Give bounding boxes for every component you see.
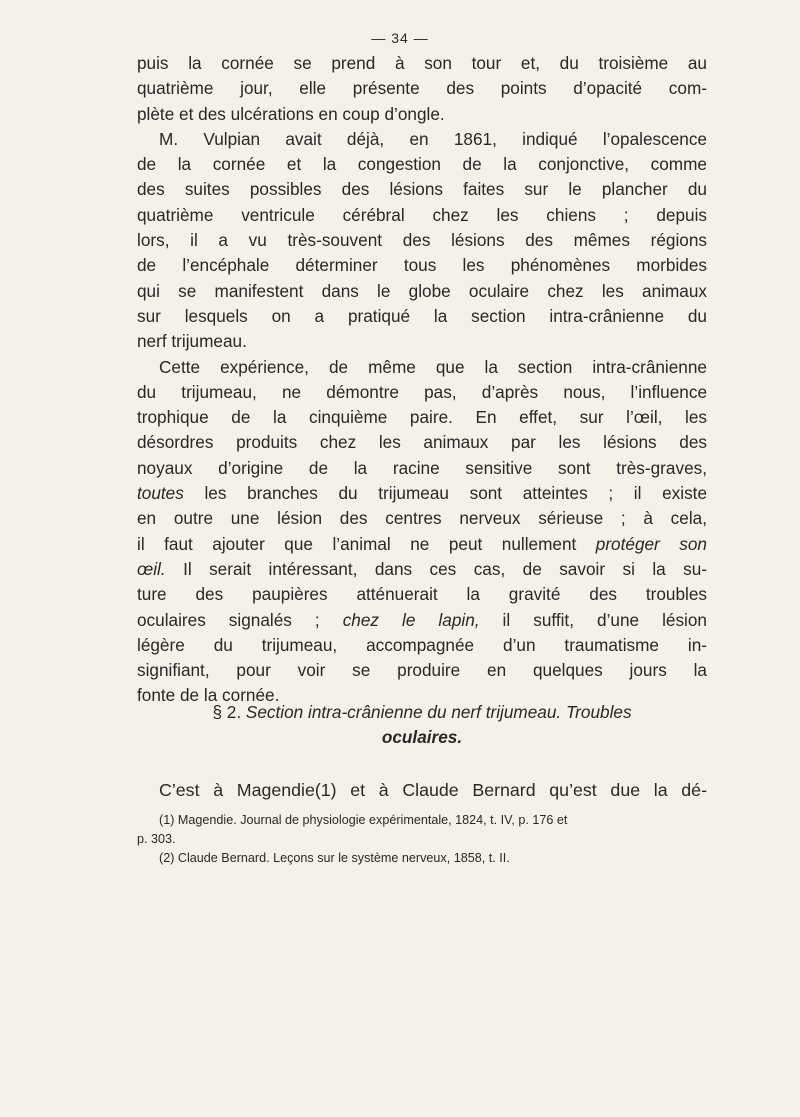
text-line: Cette expérience, de même que la section intra-crânienne [159, 356, 707, 377]
text-line: sur lesquels on a pratiqué la section intra-crânienne du [137, 305, 707, 326]
text-span: les branches du trijumeau sont atteintes ; il existe [183, 483, 707, 504]
section-number: § 2. [212, 702, 242, 722]
text-line: en outre une lésion des centres nerveux sérieuse ; à cela, [137, 508, 707, 529]
text-line: nerf trijumeau. [137, 331, 247, 352]
italic-text: protéger son [595, 533, 707, 554]
text-span: oculaires signalés ; [137, 609, 343, 630]
footnote-continuation: p. 303. [137, 832, 176, 846]
text-line: fonte de la cornée. [137, 685, 280, 706]
text-line: quatrième jour, elle présente des points d’opacité com- [137, 78, 707, 99]
paragraph-start [137, 778, 707, 803]
text-line: quatrième ventricule cérébral chez les chiens ; depuis [137, 204, 707, 225]
text-line: du trijumeau, ne démontre pas, d’après nous, l’influence [137, 381, 707, 402]
text-span: Il serait intéressant, dans ces cas, de savoir si la su- [165, 558, 707, 579]
text-line: légère du trijumeau, accompagnée d’un traumatisme in- [137, 634, 707, 655]
heading-line [137, 700, 707, 725]
footnotes [137, 811, 707, 868]
text-line: noyaux d’origine de la racine sensitive sont très-graves, [137, 457, 707, 478]
text-line: C’est à Magendie(1) et à Claude Bernard qu’est due la dé- [159, 780, 707, 800]
text-line [137, 608, 707, 633]
text-line: trophique de la cinquième paire. En effet, sur l’œil, les [137, 407, 707, 428]
text-line [137, 532, 707, 557]
section-heading [137, 700, 707, 751]
text-line: des suites possibles des lésions faites sur le plancher du [137, 179, 707, 200]
footnote: (1) Magendie. Journal de physiologie expérimentale, 1824, t. IV, p. 176 et [159, 813, 568, 827]
text-line: lors, il a vu très-souvent des lésions des mêmes régions [137, 230, 707, 251]
footnote: (2) Claude Bernard. Leçons sur le système nerveux, 1858, t. II. [159, 851, 510, 865]
page-number: — 34 — [371, 30, 429, 46]
text-line: désordres produits chez les animaux par les lésions des [137, 432, 707, 453]
text-span: il faut ajouter que l’animal ne peut nullement [137, 533, 596, 554]
text-line: de la cornée et la congestion de la conjonctive, comme [137, 154, 707, 175]
text-line: plète et des ulcérations en coup d’ongle. [137, 103, 445, 124]
italic-text: œil. [137, 558, 166, 579]
text-line: puis la cornée se prend à son tour et, du troisième au [137, 53, 707, 73]
text-line: ture des paupières atténuerait la gravité des troubles [137, 584, 707, 605]
heading-text: Section intra-crânienne du nerf trijumeau. Troubles [241, 702, 632, 722]
heading-line: oculaires. [381, 727, 463, 748]
text-span: il suffit, d’une lésion [479, 609, 707, 630]
text-line [137, 481, 707, 506]
italic-text: toutes [137, 483, 184, 504]
text-line: de l’encéphale déterminer tous les phénomènes morbides [137, 255, 707, 276]
text-line: signifiant, pour voir se produire en quelques jours la [137, 660, 707, 681]
text-line: qui se manifestent dans le globe oculaire chez les animaux [137, 280, 707, 301]
italic-text: chez le lapin, [342, 609, 480, 630]
text-line: M. Vulpian avait déjà, en 1861, indiqué l’opalescence [159, 128, 707, 149]
text-line [137, 557, 707, 582]
body-text [137, 51, 707, 709]
